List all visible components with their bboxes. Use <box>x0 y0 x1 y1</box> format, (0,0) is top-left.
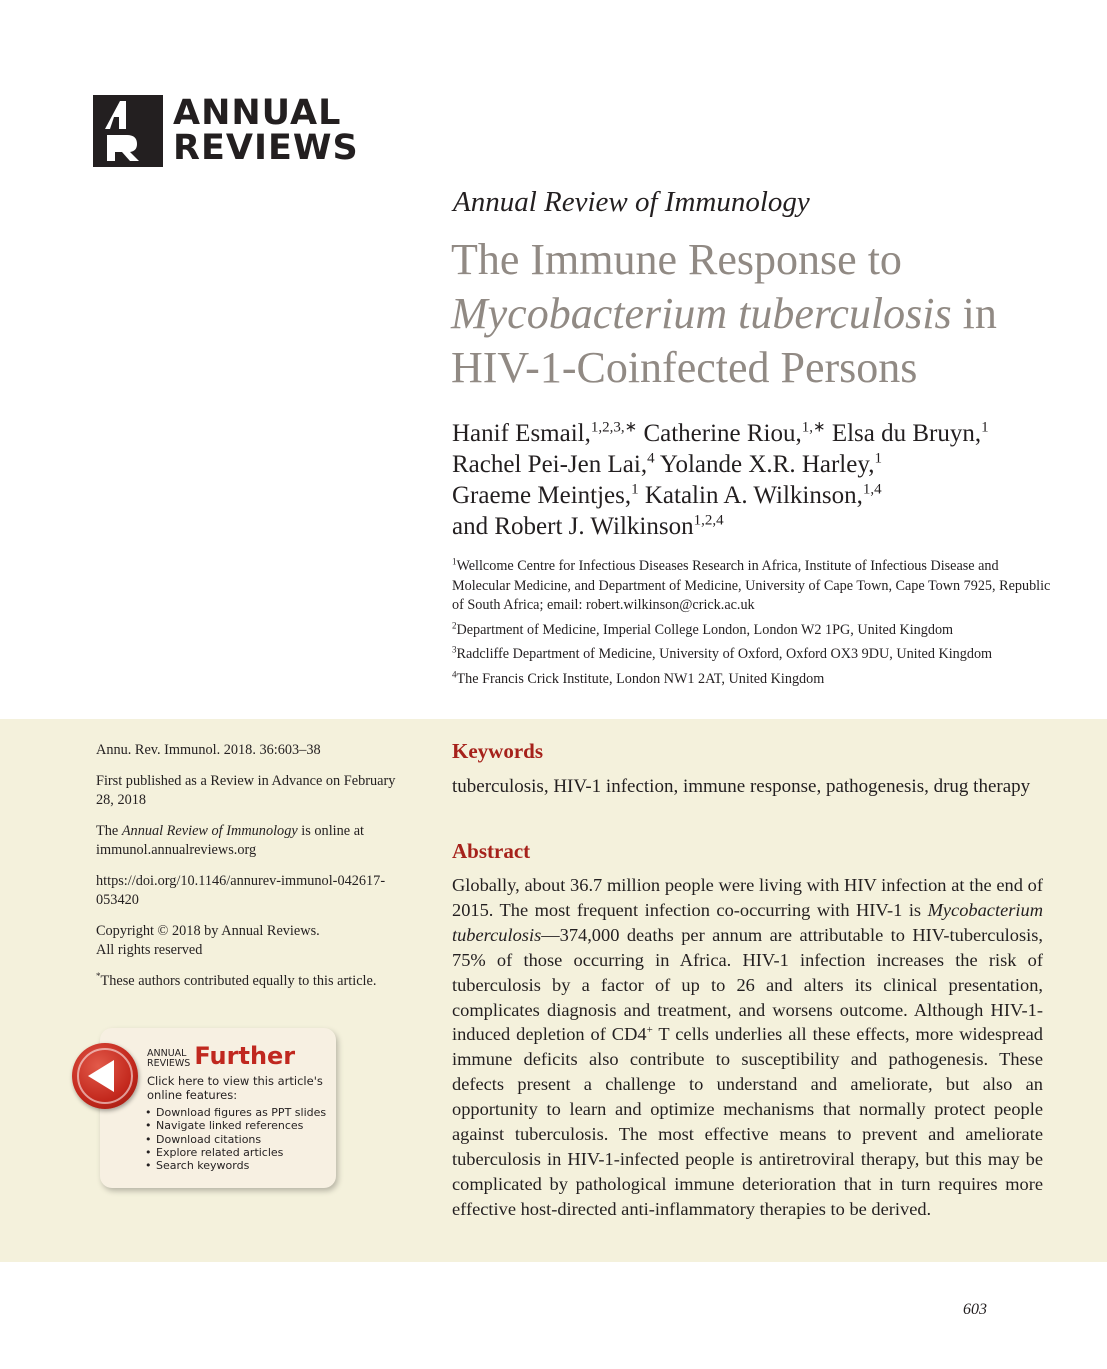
author: Hanif Esmail,$^{1,2,3,∗}$ <box>452 419 638 447</box>
click-here-link[interactable]: Click here <box>147 1074 204 1088</box>
abstract-text: Globally, about 36.7 million people were living with HIV infection at the end of 2015. The most frequent infection co-occurring with HIV-1 is Mycobacterium tuberculosis—374,000 deaths per annum are attributable to HIV-tuberculosis, 75% of those occurring in Africa. HIV-1 infection increases the risk of tuberculosis by a factor of up to 26 and alters its clinical presentation, complicates diagnosis and treatment, and worsens outcome. Although HIV-1-induced depletion of CD4+ T cells underlies all these effects, more widespread immune deficits also contribute to susceptibility and pathogenesis. These defects present a challenge to understand and ameliorate, but also an opportunity to learn and optimize mechanisms that normally protect people against tuberculosis. The most effective means to prevent and ameliorate tuberculosis in HIV-1-infected people is antiretroviral therapy, but this may be complicated by pathological immune deterioration that in turn requires more effective host-directed anti-inflammatory therapies to be derived. <box>452 875 1043 1219</box>
feature-item: • Explore related articles <box>145 1146 326 1159</box>
affiliations <box>452 557 1052 694</box>
author: Catherine Riou,$^{1,∗}$ <box>643 419 826 447</box>
author: Elsa du Bruyn,$^1$ <box>831 419 989 447</box>
affiliation-item: $^1$Wellcome Centre for Infectious Diseases Research in Africa, Institute of Infectious Disease and Molecular Medicine, and Department of Medicine, University of Cape Town, Cape Town 7925, Republic of South Africa; email: robert.wilkinson@crick.ac.uk <box>452 556 1051 613</box>
further-small-logo: ANNUAL REVIEWS <box>147 1048 191 1069</box>
author-list <box>452 418 1092 542</box>
title-part-2: in <box>951 289 997 338</box>
author: Katalin A. Wilkinson,$^{1,4}$ <box>644 481 882 509</box>
further-play-icon[interactable] <box>72 1043 138 1109</box>
further-heading <box>147 1043 295 1069</box>
further-box[interactable] <box>100 1028 336 1188</box>
further-click-text: Click here to view this article's online features: <box>147 1074 323 1102</box>
ar-logo-icon <box>93 95 163 167</box>
published-date: First published as a Review in Advance on February 28, 2018 <box>96 772 396 808</box>
copyright: Copyright © 2018 by Annual Reviews. All rights reserved <box>96 922 320 958</box>
further-features-list <box>145 1106 326 1172</box>
title-italic: Mycobacterium tuberculosis <box>451 289 952 338</box>
feature-item: • Download citations <box>145 1133 326 1146</box>
equal-contribution-note: *These authors contributed equally to this article. <box>96 970 377 989</box>
title-part-3: HIV-1-Coinfected Persons <box>451 343 918 392</box>
author: Graeme Meintjes,$^1$ <box>452 481 639 509</box>
author: Rachel Pei-Jen Lai,$^4$ <box>452 450 655 478</box>
affiliation-item: $^2$Department of Medicine, Imperial College London, London W2 1PG, United Kingdom <box>452 619 954 638</box>
keywords-heading: Keywords <box>452 739 543 763</box>
logo-wordmark <box>173 93 359 168</box>
feature-item: • Search keywords <box>145 1159 326 1172</box>
affiliation-item: $^3$Radcliffe Department of Medicine, University of Oxford, Oxford OX3 9DU, United Kingdom <box>452 644 993 662</box>
online-note: The Annual Review of Immunology is online at immunol.annualreviews.org <box>96 822 365 858</box>
page-number: 603 <box>963 1301 987 1318</box>
journal-name: Annual Review of Immunology <box>453 186 810 218</box>
logo-line-annual: ANNUAL <box>173 93 342 133</box>
abstract-heading: Abstract <box>452 839 531 863</box>
doi-link[interactable]: https://doi.org/10.1146/annurev-immunol-042617-053420 <box>96 872 386 908</box>
logo-line-reviews: REVIEWS <box>173 128 359 168</box>
annual-reviews-logo <box>93 95 359 167</box>
title-part-1: The Immune Response to <box>451 235 902 284</box>
feature-item: • Navigate linked references <box>145 1119 326 1132</box>
feature-item: • Download figures as PPT slides <box>145 1106 326 1119</box>
article-title <box>451 233 1091 395</box>
affiliation-item: $^4$The Francis Crick Institute, London NW1 2AT, United Kingdom <box>452 668 825 687</box>
author: and Robert J. Wilkinson$^{1,2,4}$ <box>452 512 724 540</box>
article-info-sidebar <box>96 741 416 1002</box>
further-title: Further <box>194 1042 296 1070</box>
citation: Annu. Rev. Immunol. 2018. 36:603–38 <box>96 742 321 758</box>
keywords-text: tuberculosis, HIV-1 infection, immune response, pathogenesis, drug therapy <box>452 776 1031 797</box>
author: Yolande X.R. Harley,$^1$ <box>659 450 882 478</box>
